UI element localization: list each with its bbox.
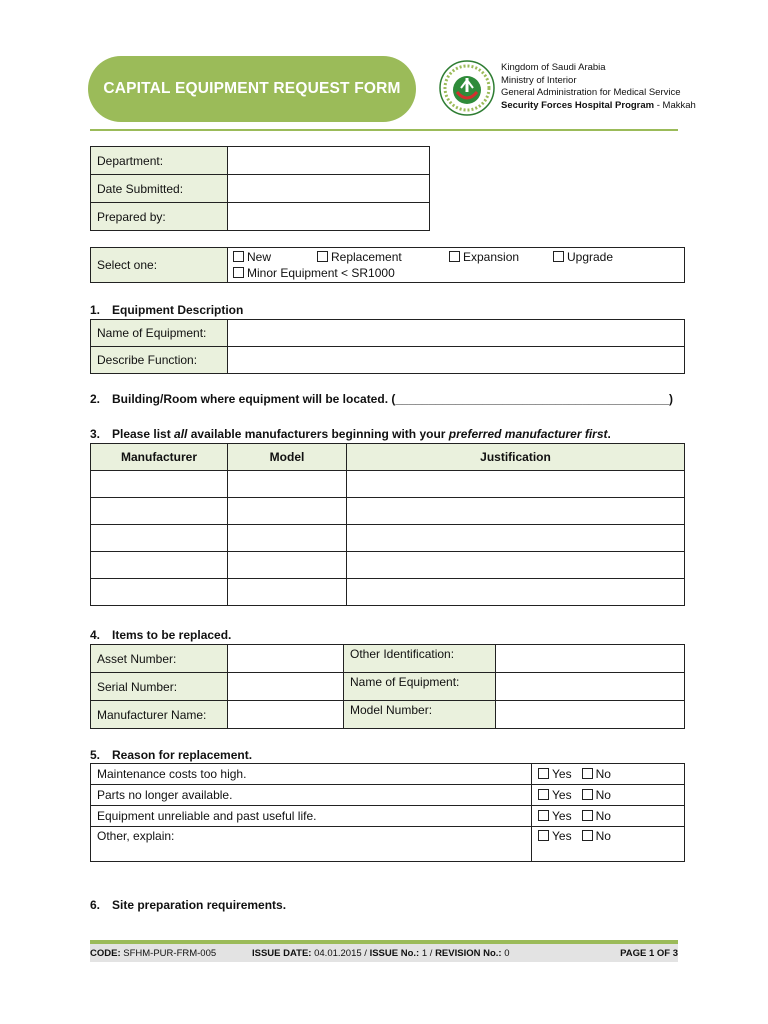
form-title: CAPITAL EQUIPMENT REQUEST FORM bbox=[103, 80, 401, 97]
checkbox-icon[interactable] bbox=[582, 789, 593, 800]
prepared-by-field[interactable] bbox=[228, 203, 430, 231]
asset-number-field[interactable] bbox=[228, 645, 344, 673]
justification-cell[interactable] bbox=[347, 498, 685, 525]
organization-block bbox=[501, 62, 696, 112]
form-title-banner bbox=[88, 56, 416, 122]
no-option[interactable]: No bbox=[582, 788, 611, 802]
manufacturer-name-label: Manufacturer Name: bbox=[91, 701, 228, 729]
option-replacement[interactable]: Replacement bbox=[317, 249, 402, 265]
yes-no-choice bbox=[532, 764, 685, 785]
manufacturer-name-field[interactable] bbox=[228, 701, 344, 729]
column-header-model: Model bbox=[228, 444, 347, 471]
section-2-heading: 2. Building/Room where equipment will be located. (_________________________________________) bbox=[90, 392, 673, 406]
org-line-administration: General Administration for Medical Service bbox=[501, 87, 681, 98]
checkbox-icon[interactable] bbox=[538, 810, 549, 821]
model-cell[interactable] bbox=[228, 471, 347, 498]
prepared-by-label: Prepared by: bbox=[91, 203, 228, 231]
table-row bbox=[91, 764, 685, 785]
table-row bbox=[91, 525, 685, 552]
checkbox-icon[interactable] bbox=[582, 768, 593, 779]
request-type-table bbox=[90, 247, 685, 283]
yes-no-choice bbox=[532, 785, 685, 806]
replaced-equipment-name-label: Name of Equipment: bbox=[344, 673, 496, 701]
replaced-equipment-name-field[interactable] bbox=[496, 673, 685, 701]
checkbox-icon[interactable] bbox=[538, 789, 549, 800]
checkbox-icon[interactable] bbox=[582, 810, 593, 821]
checkbox-icon[interactable] bbox=[538, 830, 549, 841]
reason-label: Other, explain: bbox=[91, 827, 532, 862]
org-line-country: Kingdom of Saudi Arabia bbox=[501, 62, 606, 73]
org-location: - Makkah bbox=[654, 99, 696, 111]
table-row bbox=[91, 498, 685, 525]
serial-number-field[interactable] bbox=[228, 673, 344, 701]
option-new[interactable]: New bbox=[233, 249, 271, 265]
model-cell[interactable] bbox=[228, 579, 347, 606]
hospital-emblem-icon bbox=[438, 58, 496, 118]
manufacturer-cell[interactable] bbox=[91, 498, 228, 525]
model-cell[interactable] bbox=[228, 498, 347, 525]
manufacturer-cell[interactable] bbox=[91, 525, 228, 552]
model-number-label: Model Number: bbox=[344, 701, 496, 729]
manufacturers-table bbox=[90, 443, 685, 606]
equipment-description-table bbox=[90, 319, 685, 374]
table-row bbox=[91, 471, 685, 498]
table-row bbox=[91, 806, 685, 827]
yes-option[interactable]: Yes bbox=[538, 829, 572, 843]
checkbox-icon[interactable] bbox=[582, 830, 593, 841]
no-option[interactable]: No bbox=[582, 767, 611, 781]
describe-function-field[interactable] bbox=[228, 347, 685, 374]
checkbox-icon[interactable] bbox=[317, 251, 328, 262]
request-type-options bbox=[228, 248, 685, 283]
section-4-heading: 4. Items to be replaced. bbox=[90, 628, 232, 642]
option-minor-equipment[interactable]: Minor Equipment < SR1000 bbox=[233, 265, 678, 281]
department-field[interactable] bbox=[228, 147, 430, 175]
document-footer bbox=[90, 944, 678, 962]
table-row bbox=[91, 552, 685, 579]
department-label: Department: bbox=[91, 147, 228, 175]
reason-label: Parts no longer available. bbox=[91, 785, 532, 806]
other-identification-field[interactable] bbox=[496, 645, 685, 673]
justification-cell[interactable] bbox=[347, 579, 685, 606]
org-line-ministry: Ministry of Interior bbox=[501, 74, 577, 86]
replacement-reasons-table bbox=[90, 763, 685, 862]
justification-cell[interactable] bbox=[347, 525, 685, 552]
model-cell[interactable] bbox=[228, 552, 347, 579]
table-row bbox=[91, 785, 685, 806]
no-option[interactable]: No bbox=[582, 809, 611, 823]
name-of-equipment-label: Name of Equipment: bbox=[91, 320, 228, 347]
model-number-field[interactable] bbox=[496, 701, 685, 729]
asset-number-label: Asset Number: bbox=[91, 645, 228, 673]
manufacturer-cell[interactable] bbox=[91, 579, 228, 606]
yes-option[interactable]: Yes bbox=[538, 788, 572, 802]
checkbox-icon[interactable] bbox=[449, 251, 460, 262]
select-one-label: Select one: bbox=[91, 248, 228, 283]
section-1-heading: 1. Equipment Description bbox=[90, 303, 244, 317]
manufacturer-cell[interactable] bbox=[91, 471, 228, 498]
table-row bbox=[91, 827, 685, 862]
justification-cell[interactable] bbox=[347, 552, 685, 579]
column-header-manufacturer: Manufacturer bbox=[91, 444, 228, 471]
option-expansion[interactable]: Expansion bbox=[449, 249, 519, 265]
footer-page-number: PAGE 1 OF 3 bbox=[620, 947, 678, 959]
section-5-heading: 5. Reason for replacement. bbox=[90, 748, 253, 762]
reason-label: Equipment unreliable and past useful life. bbox=[91, 806, 532, 827]
no-option[interactable]: No bbox=[582, 829, 611, 843]
model-cell[interactable] bbox=[228, 525, 347, 552]
yes-no-choice bbox=[532, 806, 685, 827]
name-of-equipment-field[interactable] bbox=[228, 320, 685, 347]
items-replaced-table bbox=[90, 644, 685, 729]
checkbox-icon[interactable] bbox=[538, 768, 549, 779]
checkbox-icon[interactable] bbox=[553, 251, 564, 262]
section-6-heading: 6. Site preparation requirements. bbox=[90, 898, 287, 912]
describe-function-label: Describe Function: bbox=[91, 347, 228, 374]
manufacturer-cell[interactable] bbox=[91, 552, 228, 579]
other-identification-label: Other Identification: bbox=[344, 645, 496, 673]
requester-info-table bbox=[90, 146, 430, 231]
org-program: Security Forces Hospital Program bbox=[501, 99, 655, 111]
date-submitted-field[interactable] bbox=[228, 175, 430, 203]
section-3-heading: 3. Please list all available manufacturers beginning with your preferred manufacturer first. bbox=[90, 427, 611, 441]
date-submitted-label: Date Submitted: bbox=[91, 175, 228, 203]
org-line-program bbox=[501, 100, 696, 113]
header-divider bbox=[90, 129, 678, 131]
serial-number-label: Serial Number: bbox=[91, 673, 228, 701]
yes-option[interactable]: Yes bbox=[538, 809, 572, 823]
option-upgrade[interactable]: Upgrade bbox=[553, 249, 613, 265]
checkbox-icon[interactable] bbox=[233, 267, 244, 278]
justification-cell[interactable] bbox=[347, 471, 685, 498]
footer-issue-info: ISSUE DATE: 04.01.2015 / ISSUE No.: 1 / REVISION No.: 0 bbox=[252, 947, 510, 959]
table-row bbox=[91, 579, 685, 606]
column-header-justification: Justification bbox=[347, 444, 685, 471]
yes-no-choice bbox=[532, 827, 685, 862]
reason-label: Maintenance costs too high. bbox=[91, 764, 532, 785]
checkbox-icon[interactable] bbox=[233, 251, 244, 262]
yes-option[interactable]: Yes bbox=[538, 767, 572, 781]
footer-code: CODE: SFHM-PUR-FRM-005 bbox=[90, 947, 217, 959]
